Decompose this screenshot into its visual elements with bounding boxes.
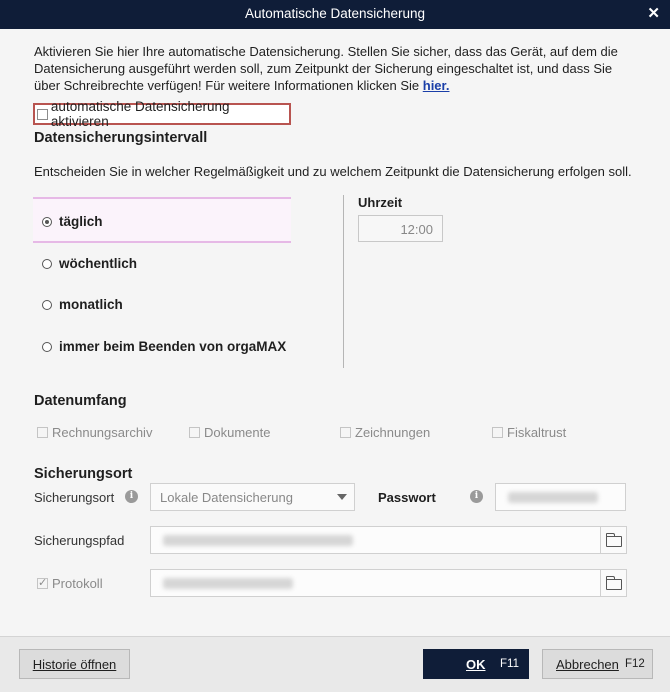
- radio-monthly[interactable]: [42, 297, 123, 312]
- radio-weekly[interactable]: [42, 256, 137, 271]
- title-bar: [0, 0, 670, 29]
- autosave-label: automatische Datensicherung aktivieren: [50, 99, 230, 129]
- folder-icon: [606, 579, 622, 590]
- info-icon[interactable]: i: [125, 490, 138, 503]
- scope-documents: [189, 425, 270, 440]
- obscured-value: [508, 492, 598, 503]
- path-input[interactable]: [150, 526, 627, 554]
- scope-invoice-archive: [37, 425, 152, 440]
- vertical-divider: [343, 195, 344, 368]
- location-heading: Sicherungsort: [34, 466, 133, 482]
- protocol-path-input[interactable]: [150, 569, 627, 597]
- radio-selected-icon[interactable]: [42, 217, 52, 227]
- checkbox-checked-icon[interactable]: [37, 578, 48, 589]
- browse-button[interactable]: [600, 527, 626, 553]
- radio-icon[interactable]: [42, 342, 52, 352]
- protocol-label: Protokoll: [52, 576, 103, 591]
- info-icon[interactable]: i: [470, 490, 483, 503]
- scope-label: Dokumente: [204, 425, 271, 440]
- checkbox-icon: [189, 427, 200, 438]
- ok-button-label: OK: [466, 656, 486, 672]
- obscured-value: [163, 535, 353, 546]
- scope-label: Fiskaltrust: [507, 425, 567, 440]
- scope-drawings: [340, 425, 430, 440]
- window-title: Automatische Datensicherung: [244, 6, 426, 21]
- interval-description: Entscheiden Sie in welcher Regelmäßigkeit und zu welchem Zeitpunkt die Datensicherung erfolgen soll.: [34, 164, 632, 179]
- chevron-down-icon: [337, 494, 347, 500]
- intro-body: Aktivieren Sie hier Ihre automatische Datensicherung. Stellen Sie sicher, dass das Gerät, auf dem die Datensicherung ausgeführt werden soll, zum Zeitpunkt der Sicherung eingeschaltet ist, und dass Sie über Schreibrechte verfügen! Für weitere Informationen klicken Sie: [34, 44, 618, 93]
- obscured-value: [163, 578, 293, 589]
- radio-monthly-label: monatlich: [59, 297, 123, 312]
- intro-text: [34, 43, 634, 94]
- path-label: Sicherungspfad: [34, 533, 125, 548]
- folder-icon: [606, 536, 622, 547]
- location-label: Sicherungsort: [34, 490, 115, 505]
- location-select-value: Lokale Datensicherung: [160, 490, 293, 505]
- radio-on-exit-label: immer beim Beenden von orgaMAX: [59, 339, 287, 354]
- help-link[interactable]: hier.: [422, 78, 450, 93]
- history-button[interactable]: [19, 649, 130, 679]
- cancel-button-label: Abbrechen: [556, 656, 619, 672]
- radio-daily-label: täglich: [59, 214, 103, 229]
- time-input[interactable]: 12:00: [358, 215, 443, 242]
- cancel-shortcut: F12: [625, 658, 645, 670]
- time-label: Uhrzeit: [358, 195, 403, 210]
- password-label: Passwort: [378, 490, 436, 505]
- radio-daily[interactable]: [42, 214, 103, 229]
- checkbox-icon: [340, 427, 351, 438]
- scope-label: Rechnungsarchiv: [52, 425, 153, 440]
- ok-shortcut: F11: [500, 658, 519, 670]
- checkbox-icon[interactable]: [37, 109, 48, 120]
- checkbox-icon: [492, 427, 503, 438]
- close-icon[interactable]: ✕: [647, 5, 660, 22]
- protocol-checkbox[interactable]: [37, 576, 103, 591]
- autosave-checkbox[interactable]: [33, 99, 291, 129]
- history-button-label: Historie öffnen: [32, 656, 117, 672]
- interval-heading: Datensicherungsintervall: [34, 130, 208, 146]
- radio-icon[interactable]: [42, 300, 52, 310]
- browse-button[interactable]: [600, 570, 626, 596]
- checkbox-icon: [37, 427, 48, 438]
- radio-icon[interactable]: [42, 259, 52, 269]
- radio-on-exit[interactable]: [42, 339, 286, 354]
- scope-heading: Datenumfang: [34, 393, 127, 409]
- ok-button[interactable]: [423, 649, 529, 679]
- scope-fiskaltrust: [492, 425, 566, 440]
- location-select[interactable]: [150, 483, 355, 511]
- scope-label: Zeichnungen: [355, 425, 431, 440]
- password-input[interactable]: [495, 483, 626, 511]
- cancel-button[interactable]: [542, 649, 653, 679]
- radio-weekly-label: wöchentlich: [59, 256, 138, 271]
